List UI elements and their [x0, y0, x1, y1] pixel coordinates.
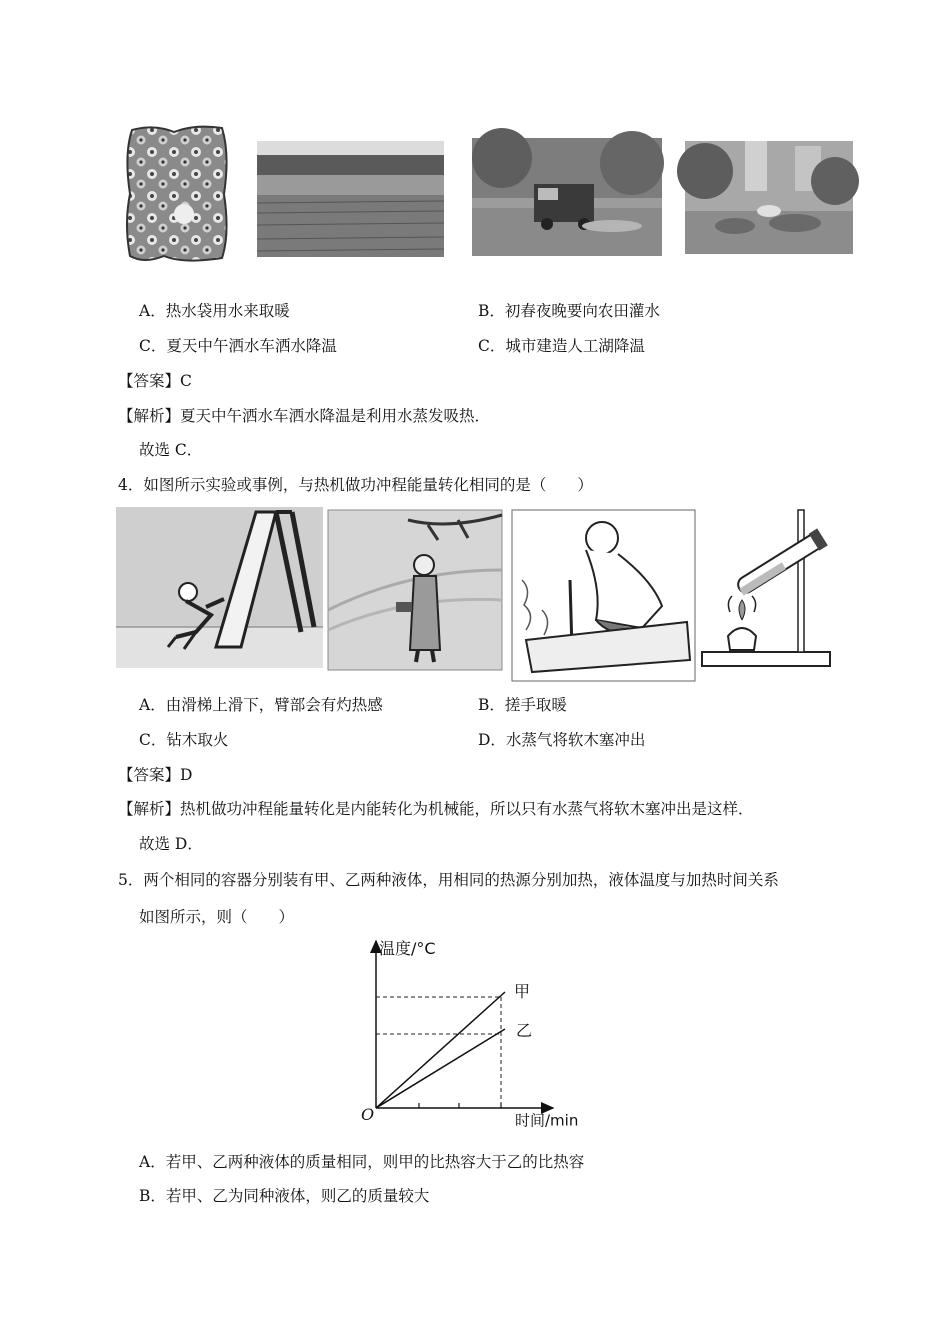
y-axis-label: 温度/°C — [379, 939, 436, 958]
farmland-image — [257, 141, 444, 257]
q4-option-d: D．水蒸气将软木塞冲出 — [478, 731, 646, 749]
temperature-time-graph — [355, 935, 605, 1130]
series-yi-label: 乙 — [516, 1021, 533, 1040]
series-jia-line — [376, 992, 505, 1108]
q3-option-d: C．城市建造人工湖降温 — [478, 337, 645, 355]
q3-option-a: A．热水袋用水来取暖 — [139, 302, 290, 320]
q3-answer: 【答案】C — [118, 372, 192, 390]
slide-image — [116, 507, 323, 668]
q5-option-a: A．若甲、乙两种液体的质量相同，则甲的比热容大于乙的比热容 — [139, 1153, 585, 1171]
q3-conclusion: 故选 C． — [139, 441, 203, 459]
sprinkler-truck-image — [472, 138, 662, 256]
q3-option-b: B．初春夜晚要向农田灌水 — [478, 302, 660, 320]
q4-option-b: B．搓手取暖 — [478, 696, 567, 714]
q4-explanation: 【解析】热机做功冲程能量转化是内能转化为机械能，所以只有水蒸气将软木塞冲出是这样． — [118, 800, 754, 818]
drilling-wood-fire-image — [512, 510, 695, 681]
q4-answer: 【答案】D — [118, 766, 193, 784]
q5-stem-line2: 如图所示，则（ ） — [139, 908, 295, 926]
series-yi-line — [376, 1029, 505, 1108]
q5-option-b: B．若甲、乙为同种液体，则乙的质量较大 — [139, 1187, 430, 1205]
q4-option-a: A．由滑梯上滑下，臂部会有灼热感 — [139, 696, 383, 714]
x-axis-label: 时间/min — [515, 1111, 579, 1130]
hot-water-bag-image — [124, 124, 232, 262]
q5-stem-line1: 5．两个相同的容器分别装有甲、乙两种液体，用相同的热源分别加热，液体温度与加热时间关系 — [118, 871, 779, 889]
q3-option-c: C．夏天中午洒水车洒水降温 — [139, 337, 337, 355]
artificial-lake-image — [685, 141, 853, 254]
test-tube-steam-image — [698, 508, 838, 670]
series-jia-label: 甲 — [514, 982, 531, 1001]
rubbing-hands-image — [328, 510, 502, 670]
q4-option-c: C．钻木取火 — [139, 731, 229, 749]
origin-label: O — [361, 1105, 375, 1124]
q4-conclusion: 故选 D． — [139, 835, 203, 853]
q4-stem: 4．如图所示实验或事例，与热机做功冲程能量转化相同的是（ ） — [118, 476, 593, 494]
q3-explanation: 【解析】夏天中午洒水车洒水降温是利用水蒸发吸热． — [118, 407, 491, 425]
